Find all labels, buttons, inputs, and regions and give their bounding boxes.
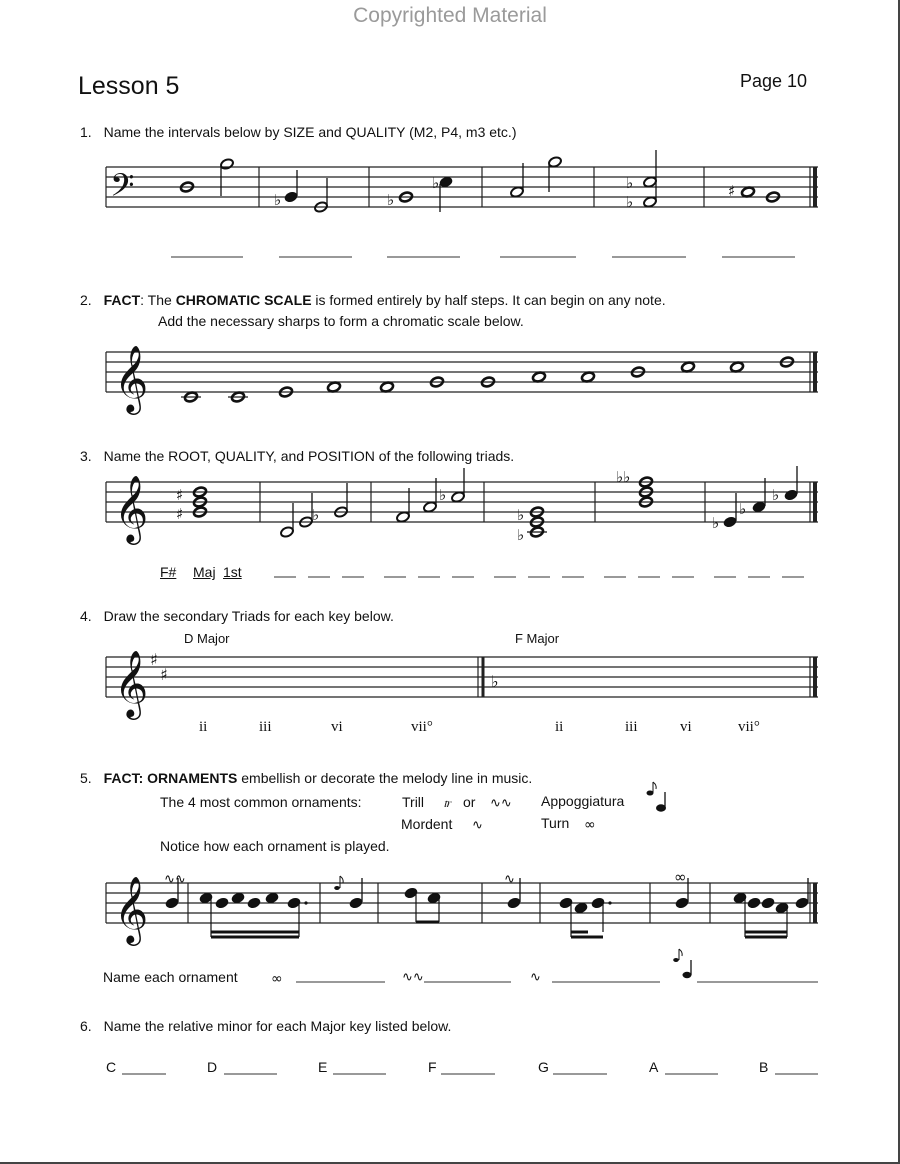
sharp-key-signature-icon: ♯ (150, 650, 158, 669)
question-1-text: Name the intervals below by SIZE and QUALITY (M2, P4, m3 etc.) (103, 124, 517, 140)
treble-clef-icon-2: 𝄞 (114, 474, 149, 542)
numeral-d-vi: vi (331, 719, 343, 735)
svg-text:♯: ♯ (728, 182, 736, 200)
trill-symbol-icon-answer: ∿∿ (402, 970, 424, 985)
key-b-label: B (759, 1059, 769, 1075)
appoggiatura-symbol-icon-answer (673, 949, 691, 978)
svg-text:♭: ♭ (517, 506, 525, 524)
turn-symbol-icon: ∞ (584, 817, 596, 833)
staff-4 (106, 657, 818, 697)
question-3-text: Name the ROOT, QUALITY, and POSITION of the following triads. (103, 448, 515, 464)
sharp-key-signature-icon-2: ♯ (160, 665, 168, 684)
question-6-text: Name the relative minor for each Major key listed below. (103, 1018, 452, 1034)
svg-text:♭: ♭ (387, 191, 395, 209)
notice-label: Notice how each ornament is played. (160, 838, 390, 854)
numeral-d-vii-dim: vii° (411, 719, 433, 735)
appoggiatura-symbol-icon (647, 782, 666, 811)
svg-text:♭♭: ♭♭ (616, 468, 631, 486)
svg-text:∿: ∿ (504, 872, 515, 887)
question-5-text: embellish or decorate the melody line in music. (237, 770, 533, 786)
example-answer-root: F# (160, 564, 177, 580)
page-number: Page 10 (740, 71, 808, 91)
treble-clef-icon-4: 𝄞 (114, 875, 149, 943)
svg-text:♭: ♭ (312, 506, 320, 524)
question-3-number: 3. (80, 448, 92, 464)
question-5-fact-label: FACT: (103, 770, 144, 786)
svg-text:♭: ♭ (626, 193, 634, 211)
svg-text:♭: ♭ (772, 486, 780, 504)
example-answer-quality: Maj (193, 564, 216, 580)
ornaments-common-label: The 4 most common ornaments: (160, 794, 362, 810)
mordent-symbol-icon-answer: ∿ (530, 970, 541, 985)
bass-clef-icon: 𝄢 (110, 167, 135, 211)
svg-text:∿∿: ∿∿ (164, 872, 186, 887)
question-2-text-a: : The (140, 292, 176, 308)
treble-clef-icon-3: 𝄞 (114, 649, 149, 717)
key-c-label: C (106, 1059, 117, 1075)
question-4-number: 4. (80, 608, 92, 624)
numeral-f-ii: ii (555, 719, 564, 735)
lesson-title: Lesson 5 (78, 72, 180, 100)
flat-key-signature-icon: ♭ (491, 672, 499, 691)
question-1-number: 1. (80, 124, 92, 140)
svg-text:♭: ♭ (739, 500, 747, 518)
question-2-number: 2. (80, 292, 92, 308)
numeral-f-iii: iii (625, 719, 638, 735)
numeral-d-iii: iii (259, 719, 272, 735)
key-label-f-major: F Major (515, 631, 560, 646)
example-answer-position: 1st (223, 564, 242, 580)
key-label-d-major: D Major (184, 631, 230, 646)
staff-1 (106, 167, 818, 207)
interval-notes-1 (180, 150, 780, 213)
question-4-text: Draw the secondary Triads for each key below. (103, 608, 394, 624)
svg-text:♭: ♭ (274, 191, 282, 209)
svg-text:♭: ♭ (626, 174, 634, 192)
question-2-fact-label: FACT (103, 292, 141, 308)
key-e-label: E (318, 1059, 328, 1075)
svg-text:♯: ♯ (176, 505, 184, 523)
trill-symbol-icon: 𝆖 (444, 796, 452, 811)
turn-symbol-icon-answer: ∞ (271, 971, 283, 987)
staff-2 (106, 352, 818, 397)
question-5-bold-term: ORNAMENTS (147, 770, 238, 786)
svg-text:∞: ∞ (674, 868, 687, 886)
question-6-number: 6. (80, 1018, 92, 1034)
appoggiatura-label: Appoggiatura (541, 793, 625, 809)
question-2-bold-term: CHROMATIC SCALE (175, 292, 312, 308)
svg-text:♭: ♭ (517, 526, 525, 544)
chromatic-notes (184, 356, 794, 403)
name-each-ornament-label: Name each ornament (103, 969, 238, 985)
watermark: Copyrighted Material (353, 4, 547, 27)
svg-text:♭: ♭ (439, 486, 447, 504)
numeral-f-vi: vi (680, 719, 692, 735)
mordent-symbol-icon: ∿ (472, 818, 483, 833)
key-a-label: A (649, 1059, 659, 1075)
key-g-label: G (538, 1059, 549, 1075)
numeral-f-vii-dim: vii° (738, 719, 760, 735)
trill-wavy-icon: ∿∿ (490, 796, 512, 811)
svg-text:♭: ♭ (712, 514, 720, 532)
turn-label: Turn (541, 815, 570, 831)
question-2-text-b: is formed entirely by half steps. It can begin on any note. (311, 292, 666, 308)
mordent-label: Mordent (401, 816, 453, 832)
key-d-label: D (207, 1059, 218, 1075)
svg-text:♭: ♭ (432, 174, 440, 192)
question-5-number: 5. (80, 770, 92, 786)
treble-clef-icon: 𝄞 (114, 344, 149, 412)
or-label: or (463, 794, 476, 810)
trill-label: Trill (402, 794, 425, 810)
svg-text:♯: ♯ (176, 486, 184, 504)
staff-5 (106, 883, 818, 923)
key-f-label: F (428, 1059, 437, 1075)
numeral-d-ii: ii (199, 719, 208, 735)
question-2-line-2: Add the necessary sharps to form a chromatic scale below. (158, 313, 524, 329)
